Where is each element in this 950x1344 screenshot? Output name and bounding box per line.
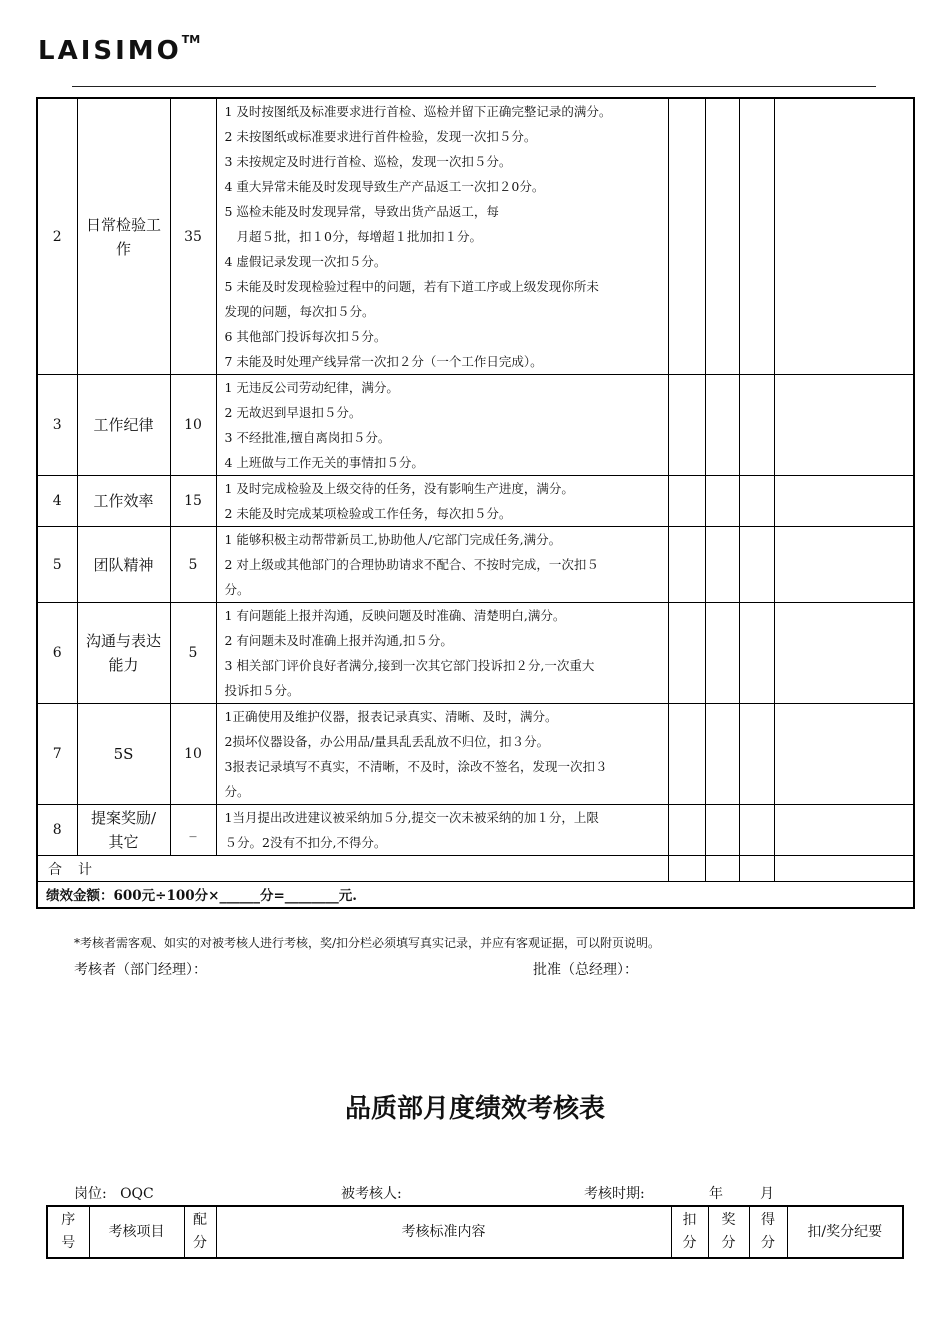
deduct-cell[interactable] [668,603,705,704]
row-index: 8 [37,805,77,856]
criteria-line: 1 无违反公司劳动纪律，满分。 [224,380,399,395]
criteria-line: 4 重大异常未能及时发现导致生产产品返工一次扣２0分。 [224,179,545,194]
remark-cell[interactable] [774,375,914,476]
row-item-name: 沟通与表达能力 [77,603,170,704]
table-row [37,527,914,603]
company-logo: LAISIMO™ [38,33,201,66]
row-allocated-score: 10 [170,704,216,805]
remark-cell[interactable] [774,476,914,527]
form-header-table [46,1205,904,1259]
table-row [37,98,914,375]
row-allocated-score: 10 [170,375,216,476]
row-criteria [216,375,668,476]
row-allocated-score: 35 [170,98,216,375]
row-criteria [216,476,668,527]
row-item-name: 5S [77,704,170,805]
criteria-line: 分。 [224,582,250,597]
criteria-line: 2损坏仪器设备，办公用品/量具乱丢乱放不归位，扣３分。 [224,734,550,749]
total-got-cell[interactable] [739,856,774,882]
total-deduct-cell[interactable] [668,856,705,882]
award-cell[interactable] [705,704,739,805]
criteria-line: 1 有问题能上报并沟通，反映问题及时准确、清楚明白,满分。 [224,608,566,623]
criteria-line: 4 虚假记录发现一次扣５分。 [224,254,387,269]
remark-cell[interactable] [774,527,914,603]
row-item-name: 提案奖励/其它 [77,805,170,856]
got-cell[interactable] [739,375,774,476]
table-row [37,603,914,704]
remark-cell[interactable] [774,704,914,805]
row-item-name: 团队精神 [77,527,170,603]
got-cell[interactable] [739,603,774,704]
header-got: 得 分 [749,1206,787,1258]
got-cell[interactable] [739,527,774,603]
award-cell[interactable] [705,527,739,603]
award-cell[interactable] [705,603,739,704]
award-cell[interactable] [705,805,739,856]
award-cell[interactable] [705,476,739,527]
criteria-line: 3报表记录填写不真实，不清晰，不及时，涂改不签名，发现一次扣３ [224,759,608,774]
row-criteria [216,527,668,603]
assessment-note: *考核者需客观、如实的对被考核人进行考核，奖/扣分栏必须填写真实记录，并应有客观证据，可以附页说明。 [74,936,661,950]
position-field [74,1183,154,1203]
row-criteria [216,805,668,856]
position-label: 岗位: [74,1186,107,1202]
criteria-line: 1 能够积极主动帮带新员工,协助他人/它部门完成任务,满分。 [224,532,562,547]
remark-cell[interactable] [774,603,914,704]
criteria-line: 3 不经批准,擅自离岗扣５分。 [224,430,391,445]
table-row [37,375,914,476]
criteria-line: 5 未能及时发现检验过程中的问题，若有下道工序或上级发现你所未 [224,279,599,294]
header-no: 序 号 [47,1206,89,1258]
criteria-line: 1正确使用及维护仪器，报表记录真实、清晰、及时，满分。 [224,709,558,724]
criteria-line: 2 对上级或其他部门的合理协助请求不配合、不按时完成，一次扣５ [224,557,599,572]
row-allocated-score: _ [170,805,216,856]
criteria-line: ５分。2没有不扣分,不得分。 [224,835,387,850]
header-deduct: 扣 分 [671,1206,708,1258]
header-divider [72,86,876,87]
criteria-line: 分。 [224,784,250,799]
total-label: 合 计 [37,856,668,882]
got-cell[interactable] [739,476,774,527]
criteria-line: 7 未能及时处理产线异常一次扣２分（一个工作日完成）。 [224,354,543,369]
criteria-line: 2 未按图纸或标准要求进行首件检验，发现一次扣５分。 [224,129,537,144]
remark-cell[interactable] [774,98,914,375]
row-allocated-score: 5 [170,527,216,603]
criteria-line: 2 未能及时完成某项检验或工作任务，每次扣５分。 [224,506,512,521]
criteria-line: 2 有问题未及时准确上报并沟通,扣５分。 [224,633,453,648]
performance-row [37,882,914,908]
row-index: 6 [37,603,77,704]
deduct-cell[interactable] [668,527,705,603]
criteria-line: 月超５批，扣１0分，每增超１批加扣１分。 [236,229,482,244]
criteria-line: 1 及时完成检验及上级交待的任务，没有影响生产进度，满分。 [224,481,574,496]
deduct-cell[interactable] [668,476,705,527]
assessee-label: 被考核人: [341,1186,402,1202]
deduct-cell[interactable] [668,805,705,856]
table-row [37,805,914,856]
row-criteria [216,704,668,805]
row-item-name: 工作效率 [77,476,170,527]
approver-signature-label: 批准（总经理）： [533,962,638,978]
table-row [37,476,914,527]
header-allocation: 配 分 [184,1206,216,1258]
got-cell[interactable] [739,98,774,375]
row-allocated-score: 15 [170,476,216,527]
criteria-line: 6 其他部门投诉每次扣５分。 [224,329,387,344]
got-cell[interactable] [739,704,774,805]
criteria-line: 2 无故迟到早退扣５分。 [224,405,362,420]
row-item-name: 工作纪律 [77,375,170,476]
total-remark-cell[interactable] [774,856,914,882]
deduct-cell[interactable] [668,375,705,476]
row-index: 3 [37,375,77,476]
criteria-line: 1当月提出改进建议被采纳加５分,提交一次未被采纳的加１分，上限 [224,810,599,825]
total-row [37,856,914,882]
table-row [37,704,914,805]
row-criteria [216,603,668,704]
row-allocated-score: 5 [170,603,216,704]
criteria-line: 投诉扣５分。 [224,683,300,698]
criteria-line: 发现的问题，每次扣５分。 [224,304,375,319]
position-value: OQC [120,1186,154,1202]
year-label: 年 [709,1186,723,1202]
deduct-cell[interactable] [668,704,705,805]
row-item-name: 日常检验工作 [77,98,170,375]
assessor-signature-label: 考核者（部门经理）： [74,962,207,978]
remark-cell[interactable] [774,805,914,856]
award-cell[interactable] [705,98,739,375]
criteria-line: 1 及时按图纸及标准要求进行首检、巡检并留下正确完整记录的满分。 [224,104,612,119]
award-cell[interactable] [705,375,739,476]
got-cell[interactable] [739,805,774,856]
total-award-cell[interactable] [705,856,739,882]
criteria-line: 4 上班做与工作无关的事情扣５分。 [224,455,424,470]
performance-amount: 绩效金额：600元÷100分×______分=________元. [37,882,914,908]
form-title: 品质部月度绩效考核表 [344,1094,605,1124]
row-index: 2 [37,98,77,375]
criteria-line: 3 未按规定及时进行首检、巡检，发现一次扣５分。 [224,154,512,169]
assessment-table [36,97,915,909]
row-criteria [216,98,668,375]
month-label: 月 [760,1186,774,1202]
period-label: 考核时期: [584,1186,645,1202]
header-remark: 扣/奖分纪要 [787,1206,903,1258]
row-index: 5 [37,527,77,603]
criteria-line: 5 巡检未能及时发现异常，导致出货产品返工，每 [224,204,499,219]
header-award: 奖 分 [708,1206,749,1258]
row-index: 4 [37,476,77,527]
criteria-line: 3 相关部门评价良好者满分,接到一次其它部门投诉扣２分,一次重大 [224,658,595,673]
deduct-cell[interactable] [668,98,705,375]
header-item: 考核项目 [89,1206,184,1258]
row-index: 7 [37,704,77,805]
header-criteria: 考核标准内容 [216,1206,671,1258]
